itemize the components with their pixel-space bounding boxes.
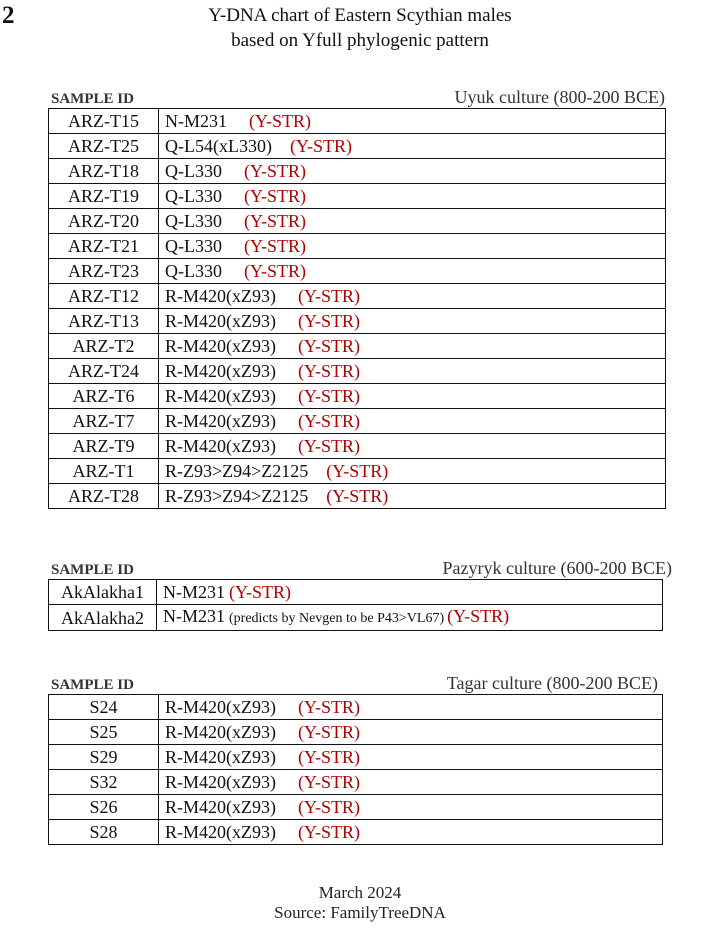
- haplogroup-cell: [159, 184, 666, 209]
- sample-id-cell: S29: [49, 745, 159, 770]
- haplogroup-text: R-M420(xZ93): [165, 772, 276, 792]
- table-row: [49, 159, 666, 184]
- y-str-tag: (Y-STR): [326, 461, 389, 481]
- y-str-tag: (Y-STR): [298, 722, 360, 742]
- sample-id-cell: ARZ-T9: [49, 434, 159, 459]
- haplogroup-text: N-M231: [163, 582, 225, 602]
- haplogroup-cell: [159, 434, 666, 459]
- page-number: 2: [2, 2, 15, 29]
- sample-id-cell: ARZ-T21: [49, 234, 159, 259]
- table-row: [49, 720, 663, 745]
- sample-id-cell: S24: [49, 695, 159, 720]
- table-row: [49, 209, 666, 234]
- haplogroup-text: Q-L330: [165, 236, 222, 256]
- sample-id-cell: AkAlakha2: [49, 605, 157, 631]
- section-header: [48, 670, 658, 694]
- pazyryk-section: [48, 555, 672, 631]
- section-header: [48, 84, 665, 108]
- footer-date: March 2024: [318, 883, 402, 902]
- y-str-tag: (Y-STR): [298, 311, 360, 331]
- y-str-tag: (Y-STR): [289, 136, 352, 156]
- sample-id-cell: ARZ-T6: [49, 384, 159, 409]
- y-str-tag: (Y-STR): [298, 747, 360, 767]
- table-row: [49, 284, 666, 309]
- sample-id-header: SAMPLE ID: [51, 91, 134, 107]
- footer: [0, 883, 720, 923]
- haplogroup-cell: [159, 109, 666, 134]
- haplogroup-cell: [157, 580, 663, 605]
- footer-source: Source: FamilyTreeDNA: [274, 903, 446, 922]
- haplogroup-cell: [159, 134, 666, 159]
- table-row: [49, 109, 666, 134]
- haplogroup-cell: [159, 795, 663, 820]
- haplogroup-text: R-M420(xZ93): [165, 747, 276, 767]
- y-str-tag: (Y-STR): [244, 186, 306, 206]
- haplogroup-text: R-M420(xZ93): [165, 436, 276, 456]
- y-str-tag: (Y-STR): [326, 486, 389, 506]
- table-row: [49, 580, 663, 605]
- sample-id-cell: S25: [49, 720, 159, 745]
- haplogroup-cell: [159, 309, 666, 334]
- y-str-tag: (Y-STR): [298, 697, 360, 717]
- y-str-tag: (Y-STR): [244, 261, 306, 281]
- haplogroup-text: R-Z93>Z94>Z2125: [165, 486, 309, 506]
- culture-label: Pazyryk culture (600-200 BCE): [442, 558, 672, 578]
- haplogroup-text: R-M420(xZ93): [165, 822, 276, 842]
- table-row: [49, 234, 666, 259]
- table-row: [49, 409, 666, 434]
- table-row: [49, 484, 666, 509]
- y-str-tag: (Y-STR): [244, 161, 306, 181]
- table-row: [49, 820, 663, 845]
- haplogroup-text: Q-L54(xL330): [165, 136, 272, 156]
- haplogroup-cell: [159, 159, 666, 184]
- table-row: [49, 459, 666, 484]
- haplogroup-cell: [159, 484, 666, 509]
- haplogroup-text: R-M420(xZ93): [165, 797, 276, 817]
- pazyryk-table: [48, 579, 663, 631]
- sample-id-cell: ARZ-T1: [49, 459, 159, 484]
- haplogroup-cell: [159, 359, 666, 384]
- haplogroup-cell: [159, 334, 666, 359]
- sample-id-cell: ARZ-T23: [49, 259, 159, 284]
- sample-id-cell: AkAlakha1: [49, 580, 157, 605]
- culture-label: Tagar culture (800-200 BCE): [446, 673, 658, 693]
- haplogroup-cell: [157, 605, 663, 631]
- haplogroup-text: R-M420(xZ93): [165, 286, 276, 306]
- haplogroup-text: R-M420(xZ93): [165, 336, 276, 356]
- y-str-tag: (Y-STR): [298, 361, 360, 381]
- tagar-table-body: [49, 695, 663, 845]
- table-row: [49, 695, 663, 720]
- y-str-tag: (Y-STR): [298, 822, 360, 842]
- haplogroup-text: N-M231: [163, 606, 225, 626]
- y-str-tag: (Y-STR): [298, 286, 360, 306]
- y-str-tag: (Y-STR): [298, 386, 360, 406]
- table-row: [49, 745, 663, 770]
- haplogroup-cell: [159, 459, 666, 484]
- title-line-1: Y-DNA chart of Eastern Scythian males: [208, 5, 512, 26]
- table-row: [49, 334, 666, 359]
- haplogroup-text: N-M231: [165, 111, 227, 131]
- haplogroup-text: R-M420(xZ93): [165, 311, 276, 331]
- table-row: [49, 795, 663, 820]
- sample-id-cell: ARZ-T13: [49, 309, 159, 334]
- uyuk-table: [48, 108, 666, 509]
- sample-id-cell: ARZ-T28: [49, 484, 159, 509]
- chart-title: [0, 3, 720, 53]
- table-row: [49, 309, 666, 334]
- y-str-tag: (Y-STR): [298, 411, 360, 431]
- haplogroup-cell: [159, 695, 663, 720]
- haplogroup-cell: [159, 745, 663, 770]
- haplogroup-text: R-M420(xZ93): [165, 722, 276, 742]
- tagar-table: [48, 694, 663, 845]
- prediction-note: (predicts by Nevgen to be P43>VL67): [229, 611, 445, 626]
- sample-id-cell: S26: [49, 795, 159, 820]
- haplogroup-cell: [159, 234, 666, 259]
- haplogroup-cell: [159, 770, 663, 795]
- haplogroup-text: R-Z93>Z94>Z2125: [165, 461, 309, 481]
- table-row: [49, 770, 663, 795]
- haplogroup-cell: [159, 820, 663, 845]
- sample-id-cell: S32: [49, 770, 159, 795]
- sample-id-cell: ARZ-T12: [49, 284, 159, 309]
- haplogroup-text: R-M420(xZ93): [165, 386, 276, 406]
- table-row: [49, 434, 666, 459]
- tagar-section: [48, 670, 658, 845]
- table-row: [49, 605, 663, 631]
- sample-id-cell: ARZ-T15: [49, 109, 159, 134]
- y-str-tag: (Y-STR): [298, 772, 360, 792]
- sample-id-cell: ARZ-T24: [49, 359, 159, 384]
- haplogroup-text: R-M420(xZ93): [165, 361, 276, 381]
- sample-id-cell: S28: [49, 820, 159, 845]
- uyuk-table-body: [49, 109, 666, 509]
- y-str-tag: (Y-STR): [298, 797, 360, 817]
- y-str-tag: (Y-STR): [244, 236, 306, 256]
- table-row: [49, 184, 666, 209]
- table-row: [49, 134, 666, 159]
- pazyryk-table-body: [49, 580, 663, 631]
- table-row: [49, 384, 666, 409]
- sample-id-header: SAMPLE ID: [51, 562, 134, 578]
- sample-id-cell: ARZ-T2: [49, 334, 159, 359]
- sample-id-cell: ARZ-T20: [49, 209, 159, 234]
- haplogroup-text: R-M420(xZ93): [165, 697, 276, 717]
- table-row: [49, 259, 666, 284]
- culture-label: Uyuk culture (800-200 BCE): [454, 87, 665, 107]
- haplogroup-cell: [159, 409, 666, 434]
- y-str-tag: (Y-STR): [298, 436, 360, 456]
- sample-id-cell: ARZ-T7: [49, 409, 159, 434]
- haplogroup-cell: [159, 209, 666, 234]
- haplogroup-cell: [159, 384, 666, 409]
- y-str-tag: (Y-STR): [447, 606, 510, 626]
- y-str-tag: (Y-STR): [229, 582, 291, 602]
- haplogroup-text: Q-L330: [165, 161, 222, 181]
- haplogroup-cell: [159, 259, 666, 284]
- haplogroup-cell: [159, 720, 663, 745]
- sample-id-cell: ARZ-T25: [49, 134, 159, 159]
- sample-id-cell: ARZ-T18: [49, 159, 159, 184]
- haplogroup-cell: [159, 284, 666, 309]
- haplogroup-text: Q-L330: [165, 211, 222, 231]
- y-str-tag: (Y-STR): [244, 211, 306, 231]
- sample-id-cell: ARZ-T19: [49, 184, 159, 209]
- section-header: [48, 555, 672, 579]
- uyuk-section: [48, 84, 665, 509]
- haplogroup-text: Q-L330: [165, 261, 222, 281]
- y-str-tag: (Y-STR): [298, 336, 360, 356]
- title-line-2: based on Yfull phylogenic pattern: [231, 30, 489, 51]
- haplogroup-text: Q-L330: [165, 186, 222, 206]
- y-str-tag: (Y-STR): [249, 111, 311, 131]
- table-row: [49, 359, 666, 384]
- haplogroup-text: R-M420(xZ93): [165, 411, 276, 431]
- sample-id-header: SAMPLE ID: [51, 677, 134, 693]
